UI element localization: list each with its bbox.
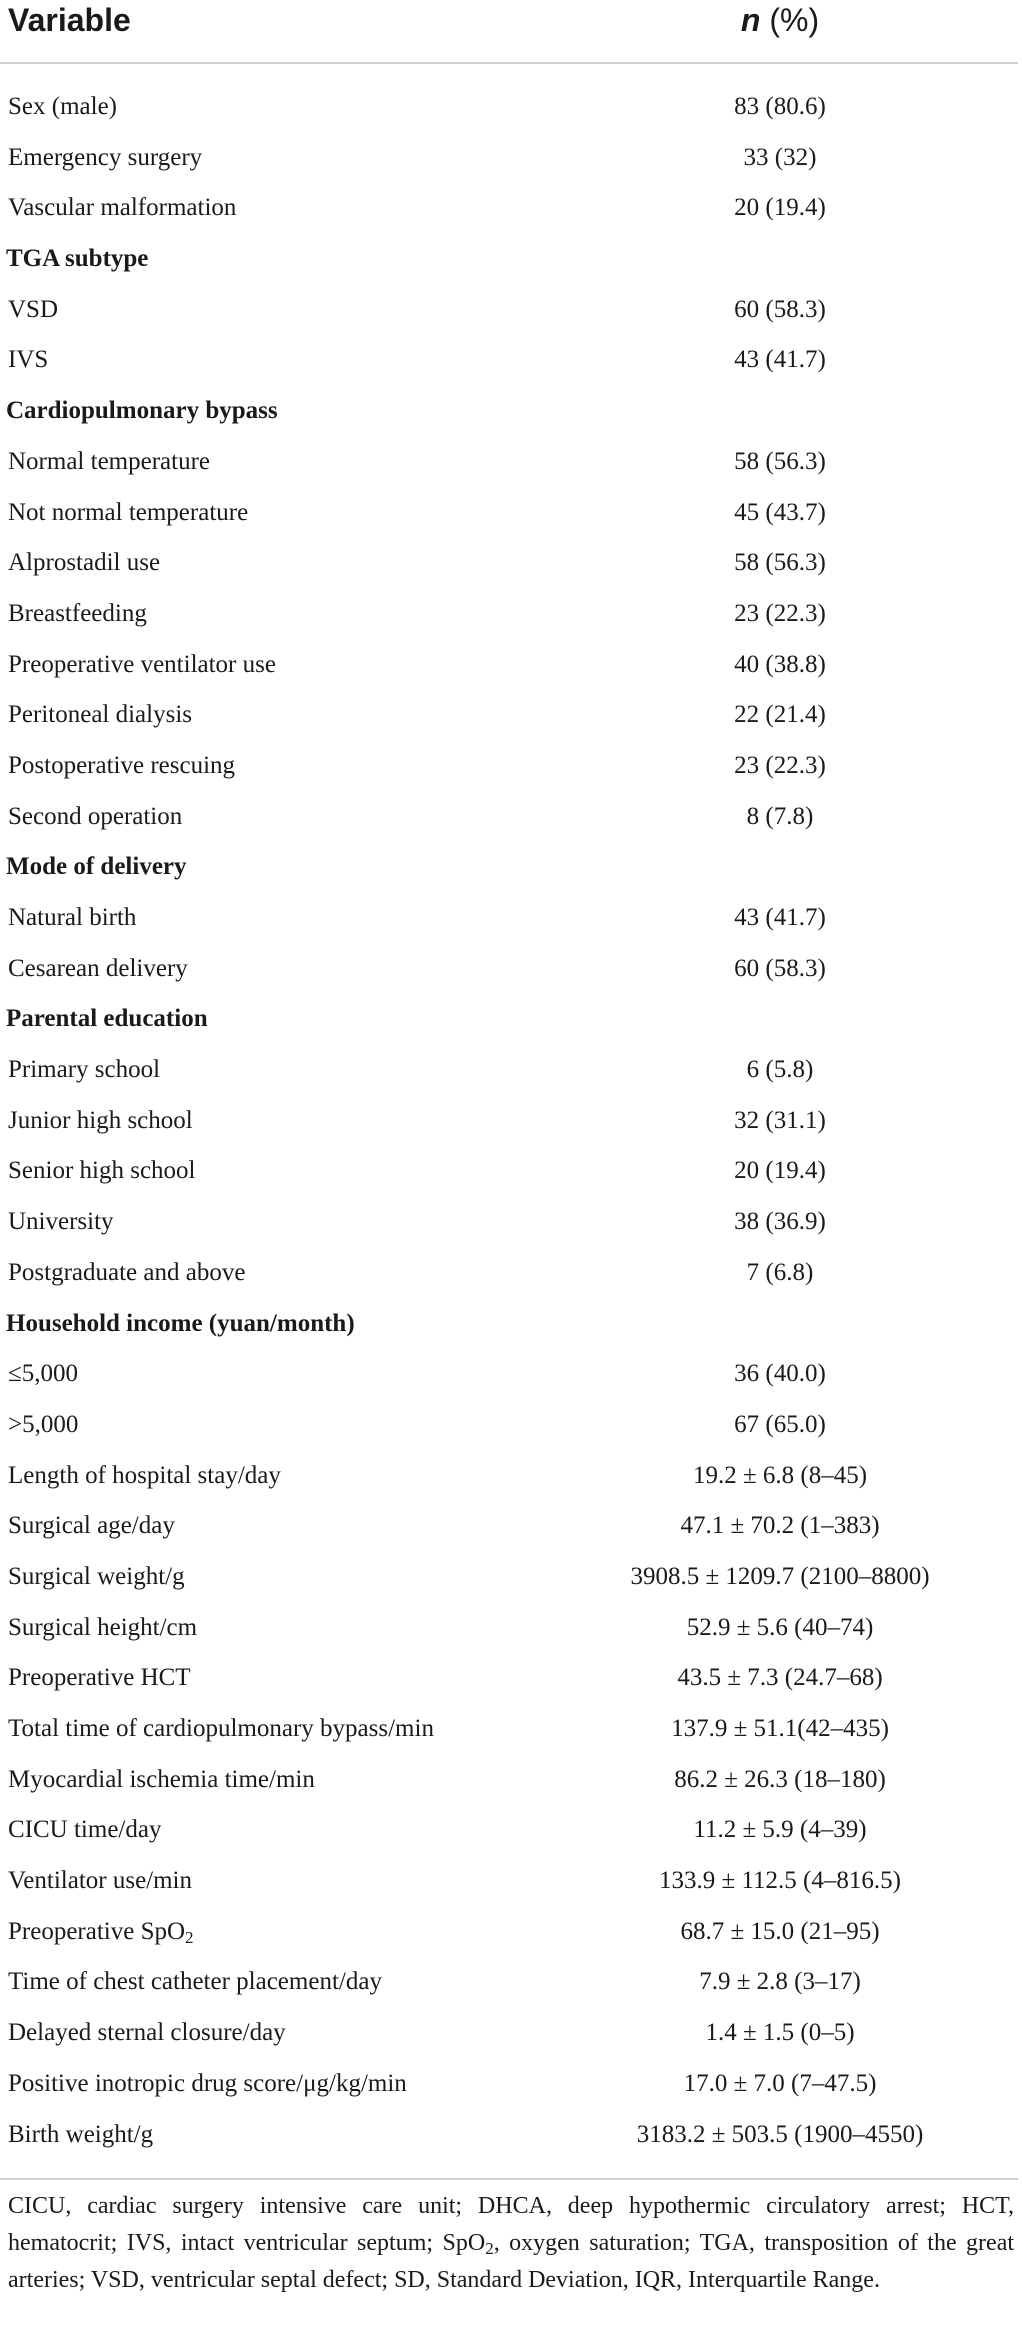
table-row [0,1653,1018,1704]
table-row [0,2059,1018,2110]
variable-label [8,589,147,640]
label-text: Birth weight/g [8,2120,154,2148]
variable-label [8,1501,175,1552]
header-variable: Variable [8,2,131,38]
value-cell: 47.1 ± 70.2 (1–383) [680,1512,880,1540]
table-row [0,1096,1018,1147]
value-cell: 23 (22.3) [734,751,826,779]
label-text: Not normal temperature [8,498,249,526]
value-cell: 8 (7.8) [746,802,814,830]
variable-label [8,1096,193,1147]
variable-label [8,1907,194,1958]
label-text: Second operation [8,802,183,830]
label-text: Preoperative SpO [8,1917,186,1945]
label-text: Natural birth [8,904,137,931]
section-header-row [0,386,1018,437]
label-text: Peritoneal dialysis [8,701,192,729]
table-row [0,1045,1018,1096]
value-cell: 19.2 ± 6.8 (8–45) [692,1461,868,1489]
table-row [0,183,1018,234]
label-text: Household income (yuan/month) [6,1309,355,1337]
table-row [0,1146,1018,1197]
label-text: Alprostadil use [8,549,161,577]
variable-label [8,1400,78,1451]
label-text: Emergency surgery [8,143,203,171]
value-cell: 22 (21.4) [734,701,826,729]
section-header-row [0,994,1018,1045]
variable-label [8,538,160,589]
label-text: Myocardial ischemia time/min [8,1765,315,1793]
value-cell: 36 (40.0) [734,1360,826,1388]
value-cell: 6 (5.8) [746,1056,814,1084]
label-text: Total time of cardiopulmonary bypass/min [8,1715,434,1742]
table-row [0,640,1018,691]
variable-label [8,944,188,995]
variable-label [8,1248,245,1299]
variable-label [8,1653,191,1704]
table-row [0,335,1018,386]
label-text: Preoperative ventilator use [8,650,276,678]
variable-label [8,82,117,133]
table-row [0,792,1018,843]
table-row [0,1501,1018,1552]
label-text: Positive inotropic drug score/μg/kg/min [8,2069,407,2097]
variable-label [8,1603,197,1654]
value-cell: 43 (41.7) [734,346,826,374]
variable-label [8,488,248,539]
table-row [0,1451,1018,1502]
table-row [0,1400,1018,1451]
label-text: Mode of delivery [6,853,187,881]
table-row [0,437,1018,488]
value-cell: 137.9 ± 51.1(42–435) [671,1715,889,1742]
table-row [0,133,1018,184]
variable-label [8,1197,114,1248]
variable-label [8,437,210,488]
variable-label [8,690,192,741]
label-text: Senior high school [8,1157,196,1185]
label-text: Cardiopulmonary bypass [6,397,278,425]
header-n-percent [640,0,920,40]
value-cell: 11.2 ± 5.9 (4–39) [693,1816,867,1844]
value-cell: 7 (6.8) [746,1258,814,1286]
label-text: CICU time/day [8,1816,162,1844]
value-cell: 68.7 ± 15.0 (21–95) [680,1917,880,1945]
section-label [6,842,187,893]
variable-label [8,335,48,386]
value-cell: 20 (19.4) [734,1157,826,1185]
variable-label [8,741,235,792]
value-cell: 86.2 ± 26.3 (18–180) [674,1765,886,1793]
table-row [0,690,1018,741]
value-cell: 3908.5 ± 1209.7 (2100–8800) [630,1562,930,1590]
label-subscript: 2 [185,1927,194,1947]
value-cell: 40 (38.8) [734,650,826,678]
value-cell: 17.0 ± 7.0 (7–47.5) [683,2069,877,2097]
value-cell: 52.9 ± 5.6 (40–74) [686,1613,874,1641]
label-text: Parental education [6,1005,208,1033]
table-row [0,538,1018,589]
label-text: Surgical weight/g [8,1562,185,1590]
label-text: >5,000 [8,1410,79,1438]
table-row [0,2008,1018,2059]
table-footnote [8,2188,1014,2299]
value-cell: 7.9 ± 2.8 (3–17) [699,1968,861,1996]
section-header-row [0,842,1018,893]
table-row [0,82,1018,133]
value-cell: 43 (41.7) [734,904,826,931]
value-cell: 38 (36.9) [734,1208,826,1236]
variable-label [8,1755,315,1806]
section-label [6,1299,355,1350]
section-label [6,994,208,1045]
table-row [0,1197,1018,1248]
table-row [0,1755,1018,1806]
table-row [0,1552,1018,1603]
table-row [0,893,1018,944]
table-row [0,1248,1018,1299]
variable-label [8,2110,153,2161]
table-row [0,1907,1018,1958]
table-row [0,589,1018,640]
value-cell: 67 (65.0) [734,1410,826,1438]
label-text: Surgical height/cm [8,1613,198,1641]
label-text: Sex (male) [8,93,117,120]
table-row [0,944,1018,995]
variable-label [8,2008,286,2059]
value-cell: 1.4 ± 1.5 (0–5) [705,2019,855,2047]
table-row [0,1603,1018,1654]
value-cell: 23 (22.3) [734,599,826,627]
variable-label [8,1349,78,1400]
table-row [0,741,1018,792]
footnote-text-end: , oxygen saturation; TGA, transposition of the great arteries; VSD, ventricular septal defect; SD, Standard Deviation, IQR, Interquartile Range. [8,2230,1015,2293]
label-text: Time of chest catheter placement/day [8,1968,382,1996]
footnote-text-start: CICU, cardiac surgery intensive care unit; DHCA, deep hypothermic circulatory arrest; HCT, hematocrit; IVS, intact ventricular septum; SpO [8,2193,1014,2256]
variable-label [8,1856,192,1907]
label-text: Breastfeeding [8,599,147,627]
table-header [0,0,1018,64]
value-cell: 60 (58.3) [734,954,826,982]
value-cell: 83 (80.6) [734,93,826,120]
value-cell: 43.5 ± 7.3 (24.7–68) [677,1664,883,1692]
label-text: ≤5,000 [8,1360,78,1388]
label-text: Length of hospital stay/day [8,1461,281,1489]
header-percent: (%) [760,2,820,38]
label-text: Delayed sternal closure/day [8,2019,286,2047]
variable-label [8,640,276,691]
variable-label [8,1552,185,1603]
table-row [0,1349,1018,1400]
table-row [0,2110,1018,2161]
table-row [0,1856,1018,1907]
table-row [0,488,1018,539]
variable-label [8,1451,281,1502]
variable-label [8,285,58,336]
variable-label [8,183,236,234]
header-n: n [740,2,761,38]
variable-label [8,2059,407,2110]
variable-label [8,792,182,843]
table-row [0,1957,1018,2008]
footnote-divider [0,2178,1018,2180]
label-text: Postoperative rescuing [8,751,236,779]
table-row [0,1704,1018,1755]
label-text: Vascular malformation [8,194,237,222]
label-text: Surgical age/day [8,1512,175,1540]
variable-label [8,1704,434,1755]
label-text: Junior high school [8,1106,193,1134]
variable-label [8,1146,196,1197]
label-text: Ventilator use/min [8,1867,192,1895]
label-text: Postgraduate and above [8,1258,246,1286]
variable-label [8,133,202,184]
section-header-row [0,1299,1018,1350]
variable-label [8,1957,382,2008]
label-text: IVS [8,346,49,374]
label-text: Primary school [8,1056,161,1084]
variable-label [8,893,136,944]
label-text: VSD [8,295,59,323]
table-row [0,285,1018,336]
label-text: Normal temperature [8,447,210,475]
label-text: TGA subtype [6,245,149,273]
value-cell: 20 (19.4) [734,194,826,222]
value-cell: 58 (56.3) [734,447,826,475]
section-header-row [0,234,1018,285]
section-label [6,386,278,437]
section-label [6,234,148,285]
value-cell: 33 (32) [743,143,817,171]
label-text: Preoperative HCT [8,1664,191,1692]
variable-label [8,1045,160,1096]
label-text: Cesarean delivery [8,954,188,982]
table-body [0,82,1018,2160]
footnote-subscript: 2 [485,2239,494,2258]
value-cell: 58 (56.3) [734,549,826,577]
variable-label [8,1805,161,1856]
value-cell: 3183.2 ± 503.5 (1900–4550) [636,2120,924,2148]
label-text: University [8,1208,114,1236]
value-cell: 45 (43.7) [734,498,826,526]
value-cell: 60 (58.3) [734,295,826,323]
value-cell: 133.9 ± 112.5 (4–816.5) [659,1867,901,1895]
value-cell: 32 (31.1) [734,1106,826,1134]
table-row [0,1805,1018,1856]
